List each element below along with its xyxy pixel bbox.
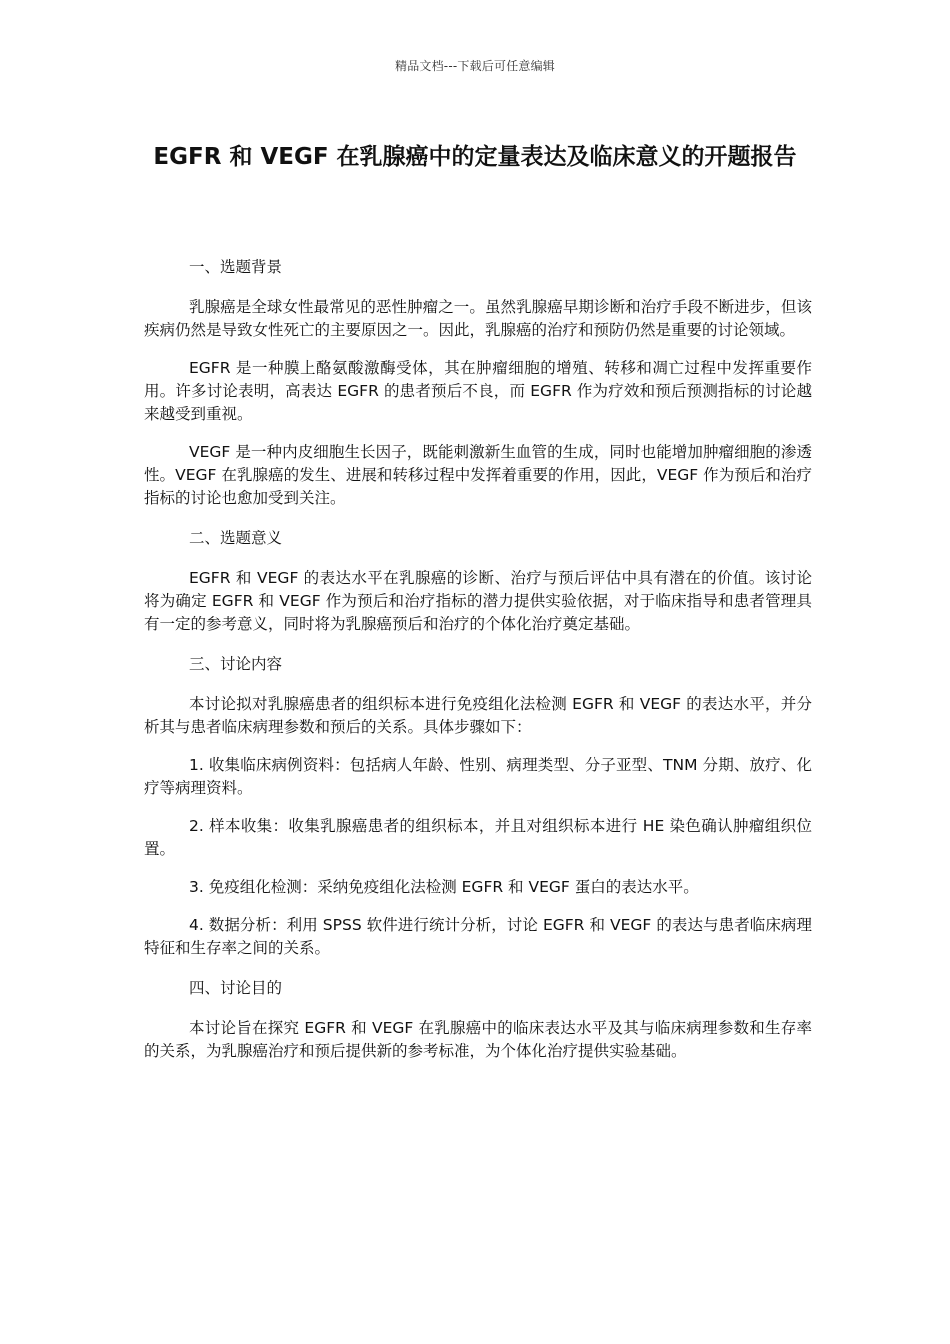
- list-item-step-2: 2. 样本收集：收集乳腺癌患者的组织标本，并且对组织标本进行 HE 染色确认肿瘤组织位置。: [144, 817, 812, 858]
- document-body: [144, 256, 812, 1063]
- paragraph: VEGF 是一种内皮细胞生长因子，既能刺激新生血管的生成，同时也能增加肿瘤细胞的渗透性。VEGF 在乳腺癌的发生、进展和转移过程中发挥着重要的作用，因此，VEGF 作为预后和治疗指标的讨论也愈加受到关注。: [144, 443, 812, 507]
- paragraph: 乳腺癌是全球女性最常见的恶性肿瘤之一。虽然乳腺癌早期诊断和治疗手段不断进步，但该疾病仍然是导致女性死亡的主要原因之一。因此，乳腺癌的治疗和预防仍然是重要的讨论领域。: [144, 298, 812, 339]
- section-heading-background: 一、选题背景: [189, 258, 283, 276]
- paragraph: EGFR 是一种膜上酪氨酸激酶受体，其在肿瘤细胞的增殖、转移和凋亡过程中发挥重要作用。许多讨论表明，高表达 EGFR 的患者预后不良，而 EGFR 作为疗效和预后预测指标的讨论越来越受到重视。: [144, 359, 812, 423]
- document-title: EGFR 和 VEGF 在乳腺癌中的定量表达及临床意义的开题报告: [153, 144, 797, 170]
- section-heading-objective: 四、讨论目的: [189, 979, 283, 997]
- paragraph: EGFR 和 VEGF 的表达水平在乳腺癌的诊断、治疗与预后评估中具有潜在的价值。该讨论将为确定 EGFR 和 VEGF 作为预后和治疗指标的潜力提供实验依据，对于临床指导和患者管理具有一定的参考意义，同时将为乳腺癌预后和治疗的个体化治疗奠定基础。: [144, 569, 812, 633]
- list-item-step-3: 3. 免疫组化检测：采纳免疫组化法检测 EGFR 和 VEGF 蛋白的表达水平。: [189, 878, 699, 896]
- paragraph: 本讨论拟对乳腺癌患者的组织标本进行免疫组化法检测 EGFR 和 VEGF 的表达水平，并分析其与患者临床病理参数和预后的关系。具体步骤如下：: [144, 695, 812, 736]
- header-note: 精品文档---下载后可任意编辑: [395, 59, 555, 73]
- section-heading-content: 三、讨论内容: [189, 655, 283, 673]
- list-item-step-4: 4. 数据分析：利用 SPSS 软件进行统计分析，讨论 EGFR 和 VEGF 的表达与患者临床病理特征和生存率之间的关系。: [144, 916, 812, 957]
- section-heading-significance: 二、选题意义: [189, 529, 283, 547]
- list-item-step-1: 1. 收集临床病例资料：包括病人年龄、性别、病理类型、分子亚型、TNM 分期、放疗、化疗等病理资料。: [144, 756, 812, 797]
- paragraph: 本讨论旨在探究 EGFR 和 VEGF 在乳腺癌中的临床表达水平及其与临床病理参数和生存率的关系，为乳腺癌治疗和预后提供新的参考标准，为个体化治疗提供实验基础。: [144, 1019, 812, 1060]
